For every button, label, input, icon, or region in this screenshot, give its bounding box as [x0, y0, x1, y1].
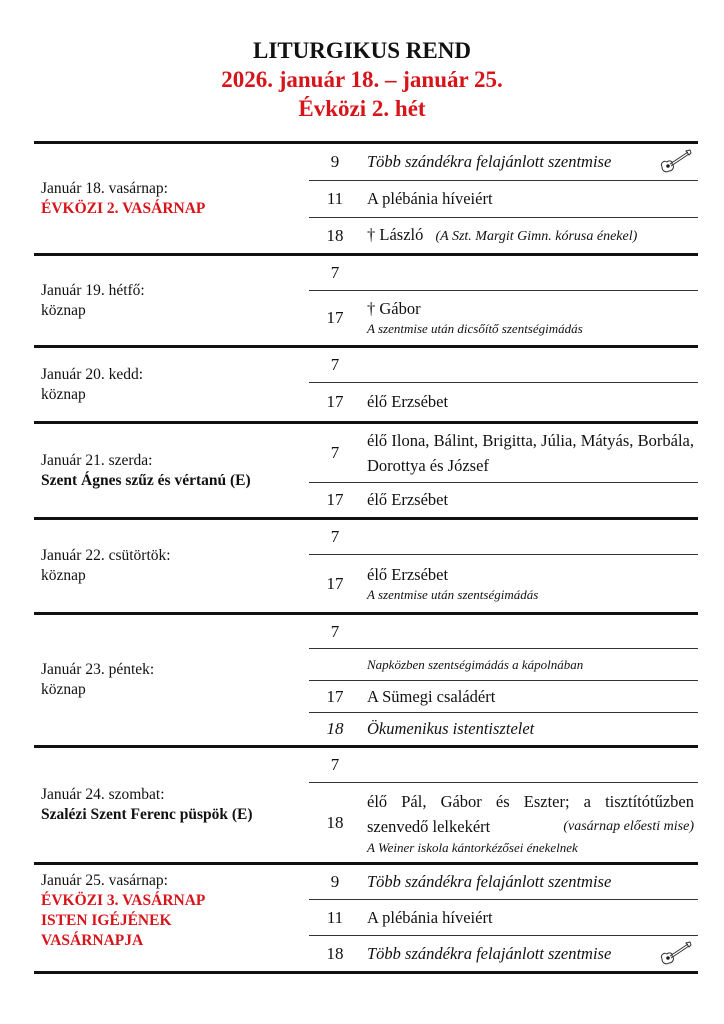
mass-time: 7 [330, 621, 340, 641]
mass-time: 11 [326, 189, 344, 208]
mass-intention-text: Ökumenikus istentisztelet [367, 719, 535, 738]
mass-intention-text: † László [367, 224, 424, 244]
day-label [34, 256, 309, 345]
day-date: Január 25. vasárnap: [41, 872, 168, 889]
mass-time: 7 [330, 755, 340, 774]
day-date: Január 23. péntek: [41, 661, 155, 678]
mass-intention-text: A plébánia híveiért [367, 907, 493, 927]
day-feast: köznap [41, 567, 86, 584]
mass-intention-text: A Sümegi családért [367, 686, 496, 706]
mass-intention [361, 718, 698, 740]
mass-list [309, 520, 698, 612]
week-label: Évközi 2. hét [298, 96, 426, 121]
mass-list [309, 865, 698, 971]
mass-row [309, 520, 698, 554]
mass-intention-text: Több szándékra felajánlott szentmise [367, 943, 612, 963]
day-feast: Szent Ágnes szűz és vértanú (E) [41, 471, 251, 489]
mass-intention [361, 943, 698, 965]
mass-time: 9 [330, 152, 340, 171]
day-label [34, 615, 309, 745]
day-date: Január 21. szerda: [41, 451, 153, 469]
mass-row [309, 865, 698, 899]
day-row-jan-25 [34, 865, 698, 974]
mass-time: 17 [326, 573, 344, 593]
mass-list [309, 144, 698, 253]
day-feast: ÉVKÖZI 2. VASÁRNAP [41, 199, 206, 217]
mass-time: 18 [326, 943, 344, 963]
day-label [34, 348, 309, 421]
day-row-jan-23 [34, 615, 698, 748]
guitar-icon [658, 149, 692, 175]
mass-time: 17 [326, 686, 344, 706]
mass-row [309, 899, 698, 935]
date-range: 2026. január 18. – január 25. [221, 67, 503, 92]
day-row-jan-22 [34, 520, 698, 615]
day-date: Január 19. hétfő: [41, 281, 145, 299]
mass-row [309, 554, 698, 612]
mass-row [309, 256, 698, 290]
mass-note: (A Szt. Margit Gimn. kórusa énekel) [435, 228, 638, 244]
mass-row [309, 348, 698, 382]
mass-row [309, 748, 698, 782]
mass-row [309, 782, 698, 862]
mass-list [309, 748, 698, 862]
mass-row [309, 424, 698, 482]
day-feast-line-2: ISTEN IGÉJÉNEK [41, 912, 172, 929]
day-row-jan-18 [34, 144, 698, 256]
mass-intention-text: élő Erzsébet [367, 392, 449, 411]
mass-time: 7 [330, 263, 340, 282]
day-feast: ÉVKÖZI 3. VASÁRNAP [41, 892, 206, 909]
mass-time: 17 [326, 392, 344, 411]
mass-intention [361, 564, 698, 604]
mass-time: 11 [326, 907, 344, 927]
mass-row [309, 712, 698, 745]
mass-row [309, 680, 698, 712]
day-label [34, 144, 309, 253]
mass-row [309, 935, 698, 971]
mass-time: 18 [326, 812, 344, 832]
mass-subnote: A Weiner iskola kántorkézősei énekelnek [367, 839, 578, 855]
mass-intention [361, 224, 698, 248]
mass-time: 7 [330, 443, 340, 462]
day-label [34, 748, 309, 862]
day-feast: Szalézi Szent Ferenc püspök (E) [41, 806, 253, 823]
day-label [34, 424, 309, 517]
mass-intention-text: élő Erzsébet [367, 490, 449, 509]
mass-note: (vasárnap előesti mise) [563, 818, 694, 834]
mass-row [309, 648, 698, 680]
day-row-jan-19 [34, 256, 698, 348]
mass-intention [361, 656, 698, 674]
mass-intention [361, 298, 698, 338]
day-feast: köznap [41, 301, 86, 319]
mass-intention-text: élő Pál, Gábor és Eszter; a tisztítótűzben szenvedő lelkekért [367, 791, 694, 836]
page-title: LITURGIKUS REND [253, 38, 471, 63]
mass-intention-text: élő Ilona, Bálint, Brigitta, Júlia, Mátyás, Borbála, Dorottya és József [367, 431, 694, 475]
day-label [34, 865, 309, 971]
day-date: Január 18. vasárnap: [41, 179, 168, 197]
mass-intention [361, 789, 698, 857]
mass-row [309, 482, 698, 517]
mass-intention-text: élő Erzsébet [367, 564, 449, 584]
mass-row [309, 180, 698, 217]
day-date: Január 20. kedd: [41, 365, 144, 383]
mass-subnote: A szentmise után dicsőítő szentségimádás [367, 321, 583, 336]
mass-list [309, 348, 698, 421]
mass-time: 17 [326, 308, 344, 327]
day-row-jan-21 [34, 424, 698, 520]
mass-intention [361, 151, 698, 173]
page-header [0, 36, 724, 124]
mass-list [309, 615, 698, 745]
mass-time: 7 [330, 355, 340, 374]
day-date: Január 24. szombat: [41, 786, 165, 803]
day-feast-line-3: VASÁRNAPJA [41, 932, 144, 949]
schedule-table [34, 141, 698, 974]
mass-intention-text: Több szándékra felajánlott szentmise [367, 152, 612, 171]
day-feast: köznap [41, 385, 86, 403]
mass-intention-text: A plébánia híveiért [367, 189, 493, 208]
day-label [34, 520, 309, 612]
day-feast: köznap [41, 681, 86, 698]
mass-intention-text: Több szándékra felajánlott szentmise [367, 872, 612, 891]
mass-intention-text: Napközben szentségimádás a kápolnában [367, 656, 584, 672]
mass-row [309, 144, 698, 180]
day-date: Január 22. csütörtök: [41, 547, 171, 564]
mass-intention [361, 871, 698, 893]
mass-intention-text: † Gábor [367, 299, 421, 318]
mass-time: 7 [330, 527, 340, 546]
mass-time: 17 [326, 490, 344, 509]
mass-row [309, 217, 698, 253]
mass-subnote: A szentmise után szentségimádás [367, 586, 539, 602]
mass-list [309, 424, 698, 517]
mass-list [309, 256, 698, 345]
day-row-jan-20 [34, 348, 698, 424]
guitar-icon [658, 941, 692, 967]
mass-row [309, 382, 698, 421]
mass-time: 18 [326, 225, 344, 245]
mass-row [309, 290, 698, 345]
mass-row [309, 615, 698, 648]
day-row-jan-24 [34, 748, 698, 865]
mass-time: 18 [326, 719, 344, 738]
mass-time: 9 [330, 872, 340, 891]
